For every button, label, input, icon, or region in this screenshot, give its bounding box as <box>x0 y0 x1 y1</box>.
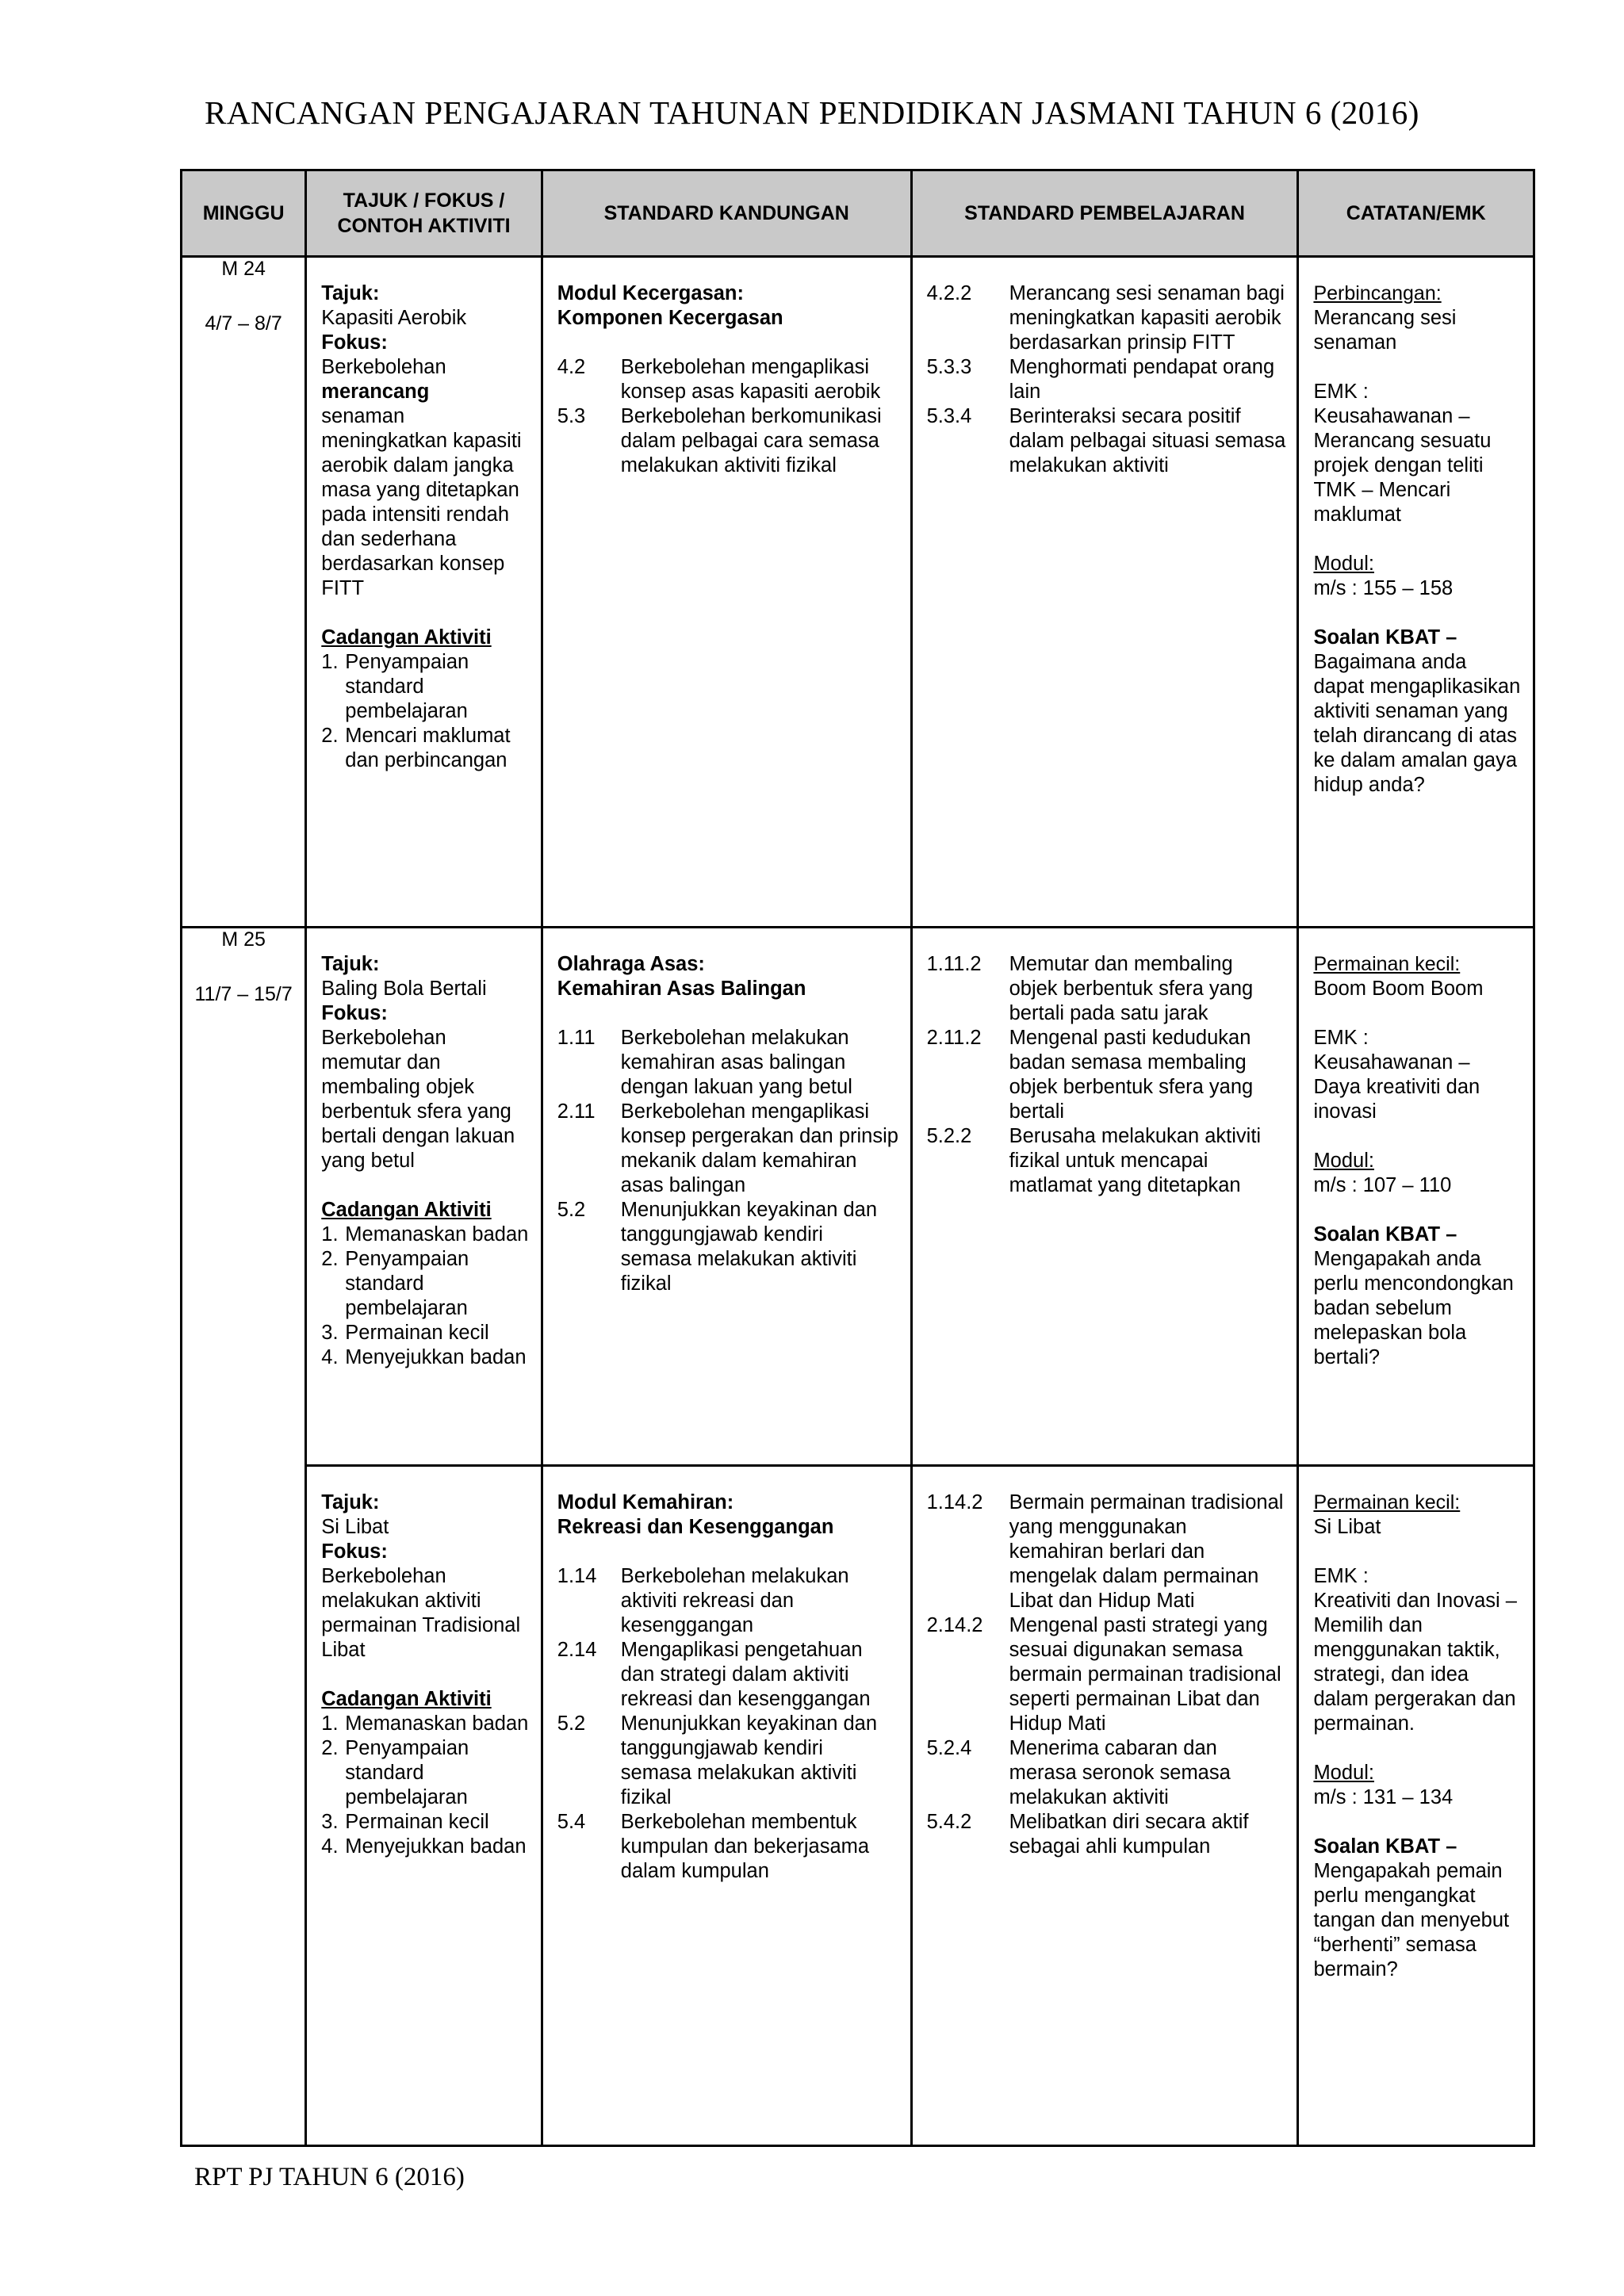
list-item: 1.14 Berkebolehan melakukan aktiviti rekreasi dan kesenggangan <box>557 1565 849 1636</box>
week-cell <box>182 257 306 928</box>
list-item: 4.2 Berkebolehan mengaplikasi konsep asas kapasiti aerobik <box>557 356 881 403</box>
list-item: 1. Penyampaian standard pembelajaran <box>321 651 469 722</box>
catatan-heading-text: Merancang sesi senaman <box>1313 307 1457 354</box>
catatan-cell <box>1298 928 1534 1466</box>
tajuk-text: Kapasiti Aerobik <box>321 307 467 329</box>
tajuk-label: Tajuk: <box>321 1491 380 1513</box>
standard-kandungan-cell <box>542 928 911 1466</box>
week-number: M 25 <box>221 928 266 951</box>
modul-pages: m/s : 107 – 110 <box>1313 1174 1452 1196</box>
standard-kandungan-cell <box>542 1466 911 2146</box>
header-minggu: MINGGU <box>182 170 306 257</box>
cadangan-label: Cadangan Aktiviti <box>321 1688 492 1710</box>
tajuk-label: Tajuk: <box>321 953 380 975</box>
catatan-heading-text: Si Libat <box>1313 1516 1381 1538</box>
tajuk-label: Tajuk: <box>321 282 380 304</box>
list-item: 5.2.2 Berusaha melakukan aktiviti fizikal untuk mencapai matlamat yang ditetapkan <box>926 1125 1262 1196</box>
emk-label: EMK : <box>1313 1565 1369 1587</box>
week-number: M 24 <box>221 258 266 280</box>
list-item: 2.11.2 Mengenal pasti kedudukan badan semasa membaling objek berbentuk sfera yang bertali <box>926 1027 1254 1123</box>
standard-pembelajaran-cell <box>911 257 1298 928</box>
catatan-heading: Permainan kecil: <box>1313 953 1461 975</box>
list-item: 4.2.2 Merancang sesi senaman bagi meningkatkan kapasiti aerobik berdasarkan prinsip FITT <box>926 282 1285 354</box>
list-item: 5.3.4 Berinteraksi secara positif dalam pelbagai situasi semasa melakukan aktiviti <box>926 405 1286 476</box>
standard-pembelajaran-cell <box>911 928 1298 1466</box>
fokus-text-rest: senaman meningkatkan kapasiti aerobik dalam jangka masa yang ditetapkan pada intensiti rendah dan sederhana berdasarkan konsep FITT <box>321 405 522 599</box>
fokus-label: Fokus: <box>321 331 388 354</box>
list-item: 1. Memanaskan badan <box>321 1712 529 1735</box>
modul-subtitle: Rekreasi dan Kesenggangan <box>557 1516 834 1538</box>
modul-label: Modul: <box>1313 1762 1374 1784</box>
fokus-label: Fokus: <box>321 1002 388 1024</box>
list-item: 5.2.4 Menerima cabaran dan merasa seronok semasa melakukan aktiviti <box>926 1737 1231 1808</box>
kbat-question: Mengapakah pemain perlu mengangkat tangan dan menyebut “berhenti” semasa bermain? <box>1313 1860 1510 1980</box>
modul-label: Modul: <box>1313 553 1374 575</box>
modul-label: Modul: <box>1313 1150 1374 1172</box>
rpt-table <box>180 169 1535 2147</box>
catatan-heading-text: Boom Boom Boom <box>1313 978 1484 1000</box>
modul-pages: m/s : 131 – 134 <box>1313 1786 1454 1808</box>
header-tajuk-line2: CONTOH AKTIVITI <box>337 215 511 237</box>
catatan-heading: Permainan kecil: <box>1313 1491 1461 1513</box>
page-footer: RPT PJ TAHUN 6 (2016) <box>194 2163 465 2191</box>
kbat-question: Bagaimana anda dapat mengaplikasikan aktiviti senaman yang telah dirancang di atas ke dalam amalan gaya hidup anda? <box>1313 651 1521 796</box>
list-item: 2.14.2 Mengenal pasti strategi yang sesuai digunakan semasa bermain permainan tradisional seperti permainan Libat dan Hidup Mati <box>926 1614 1281 1735</box>
modul-pages: m/s : 155 – 158 <box>1313 577 1454 599</box>
modul-title: Modul Kecergasan: <box>557 282 744 304</box>
header-tajuk <box>306 170 542 257</box>
list-item: 3. Permainan kecil <box>321 1322 489 1344</box>
modul-title: Olahraga Asas: <box>557 953 705 975</box>
tajuk-cell <box>306 1466 542 2146</box>
kbat-label: Soalan KBAT – <box>1313 1223 1457 1246</box>
week-cell <box>182 928 306 2146</box>
cadangan-label: Cadangan Aktiviti <box>321 1199 492 1221</box>
emk-text: Kreativiti dan Inovasi – Memilih dan menggunakan taktik, strategi, dan idea dalam pergerakan dan permainan. <box>1313 1590 1517 1735</box>
fokus-keyword: merancang <box>321 381 430 403</box>
kbat-label: Soalan KBAT – <box>1313 1835 1457 1858</box>
list-item: 2.11 Berkebolehan mengaplikasi konsep pergerakan dan prinsip mekanik dalam kemahiran asas balingan <box>557 1100 898 1196</box>
fokus-text: Berkebolehan <box>321 356 446 378</box>
list-item: 1.11.2 Memutar dan membaling objek berbentuk sfera yang bertali pada satu jarak <box>926 953 1254 1024</box>
modul-subtitle: Kemahiran Asas Balingan <box>557 978 806 1000</box>
table-row <box>182 928 1534 1466</box>
list-item: 5.3.3 Menghormati pendapat orang lain <box>926 356 1275 403</box>
kbat-label: Soalan KBAT – <box>1313 626 1457 649</box>
fokus-text: Berkebolehan melakukan aktiviti permainan Tradisional Libat <box>321 1565 521 1661</box>
list-item: 4. Menyejukkan badan <box>321 1346 527 1368</box>
list-item: 1.11 Berkebolehan melakukan kemahiran asas balingan dengan lakuan yang betul <box>557 1027 852 1098</box>
list-item: 2. Penyampaian standard pembelajaran <box>321 1737 469 1808</box>
tajuk-cell <box>306 257 542 928</box>
emk-label: EMK : <box>1313 1027 1369 1049</box>
fokus-text: Berkebolehan memutar dan membaling objek berbentuk sfera yang bertali dengan lakuan yang betul <box>321 1027 515 1172</box>
list-item: 5.4 Berkebolehan membentuk kumpulan dan bekerjasama dalam kumpulan <box>557 1811 870 1882</box>
list-item: 3. Permainan kecil <box>321 1811 489 1833</box>
list-item: 2. Penyampaian standard pembelajaran <box>321 1248 469 1319</box>
catatan-cell <box>1298 257 1534 928</box>
list-item: 2. Mencari maklumat dan perbincangan <box>321 725 511 771</box>
list-item: 4. Menyejukkan badan <box>321 1835 527 1858</box>
table-row <box>182 257 1534 928</box>
week-dates: 11/7 – 15/7 <box>194 983 293 1005</box>
cadangan-label: Cadangan Aktiviti <box>321 626 492 649</box>
catatan-heading: Perbincangan: <box>1313 282 1442 304</box>
list-item: 5.4.2 Melibatkan diri secara aktif sebagai ahli kumpulan <box>926 1811 1249 1858</box>
tajuk-cell <box>306 928 542 1466</box>
list-item: 2.14 Mengaplikasi pengetahuan dan strategi dalam aktiviti rekreasi dan kesenggangan <box>557 1639 871 1710</box>
table-row <box>182 1466 1534 2146</box>
table-header-row <box>182 170 1534 257</box>
emk-text: Keusahawanan – Daya kreativiti dan inovasi <box>1313 1051 1480 1123</box>
modul-subtitle: Komponen Kecergasan <box>557 307 783 329</box>
header-standard-pembelajaran: STANDARD PEMBELAJARAN <box>911 170 1298 257</box>
list-item: 5.3 Berkebolehan berkomunikasi dalam pelbagai cara semasa melakukan aktiviti fizikal <box>557 405 882 476</box>
document-title: RANCANGAN PENGAJARAN TAHUNAN PENDIDIKAN JASMANI TAHUN 6 (2016) <box>205 94 1419 131</box>
header-standard-kandungan: STANDARD KANDUNGAN <box>542 170 911 257</box>
header-catatan: CATATAN/EMK <box>1298 170 1534 257</box>
emk-extra: TMK – Mencari maklumat <box>1313 479 1451 526</box>
fokus-label: Fokus: <box>321 1540 388 1563</box>
list-item: 5.2 Menunjukkan keyakinan dan tanggungjawab kendiri semasa melakukan aktiviti fizikal <box>557 1199 878 1295</box>
catatan-cell <box>1298 1466 1534 2146</box>
list-item: 5.2 Menunjukkan keyakinan dan tanggungjawab kendiri semasa melakukan aktiviti fizikal <box>557 1712 878 1808</box>
emk-label: EMK : <box>1313 381 1369 403</box>
standard-kandungan-cell <box>542 257 911 928</box>
modul-title: Modul Kemahiran: <box>557 1491 734 1513</box>
standard-pembelajaran-cell <box>911 1466 1298 2146</box>
kbat-question: Mengapakah anda perlu mencondongkan badan sebelum melepaskan bola bertali? <box>1313 1248 1514 1368</box>
tajuk-text: Si Libat <box>321 1516 389 1538</box>
week-dates: 4/7 – 8/7 <box>205 312 282 335</box>
tajuk-text: Baling Bola Bertali <box>321 978 487 1000</box>
list-item: 1.14.2 Bermain permainan tradisional yang menggunakan kemahiran berlari dan mengelak dalam permainan Libat dan Hidup Mati <box>926 1491 1284 1612</box>
emk-text: Keusahawanan – Merancang sesuatu projek dengan teliti <box>1313 405 1492 476</box>
list-item: 1. Memanaskan badan <box>321 1223 529 1246</box>
header-tajuk-line1: TAJUK / FOKUS / <box>343 189 505 212</box>
